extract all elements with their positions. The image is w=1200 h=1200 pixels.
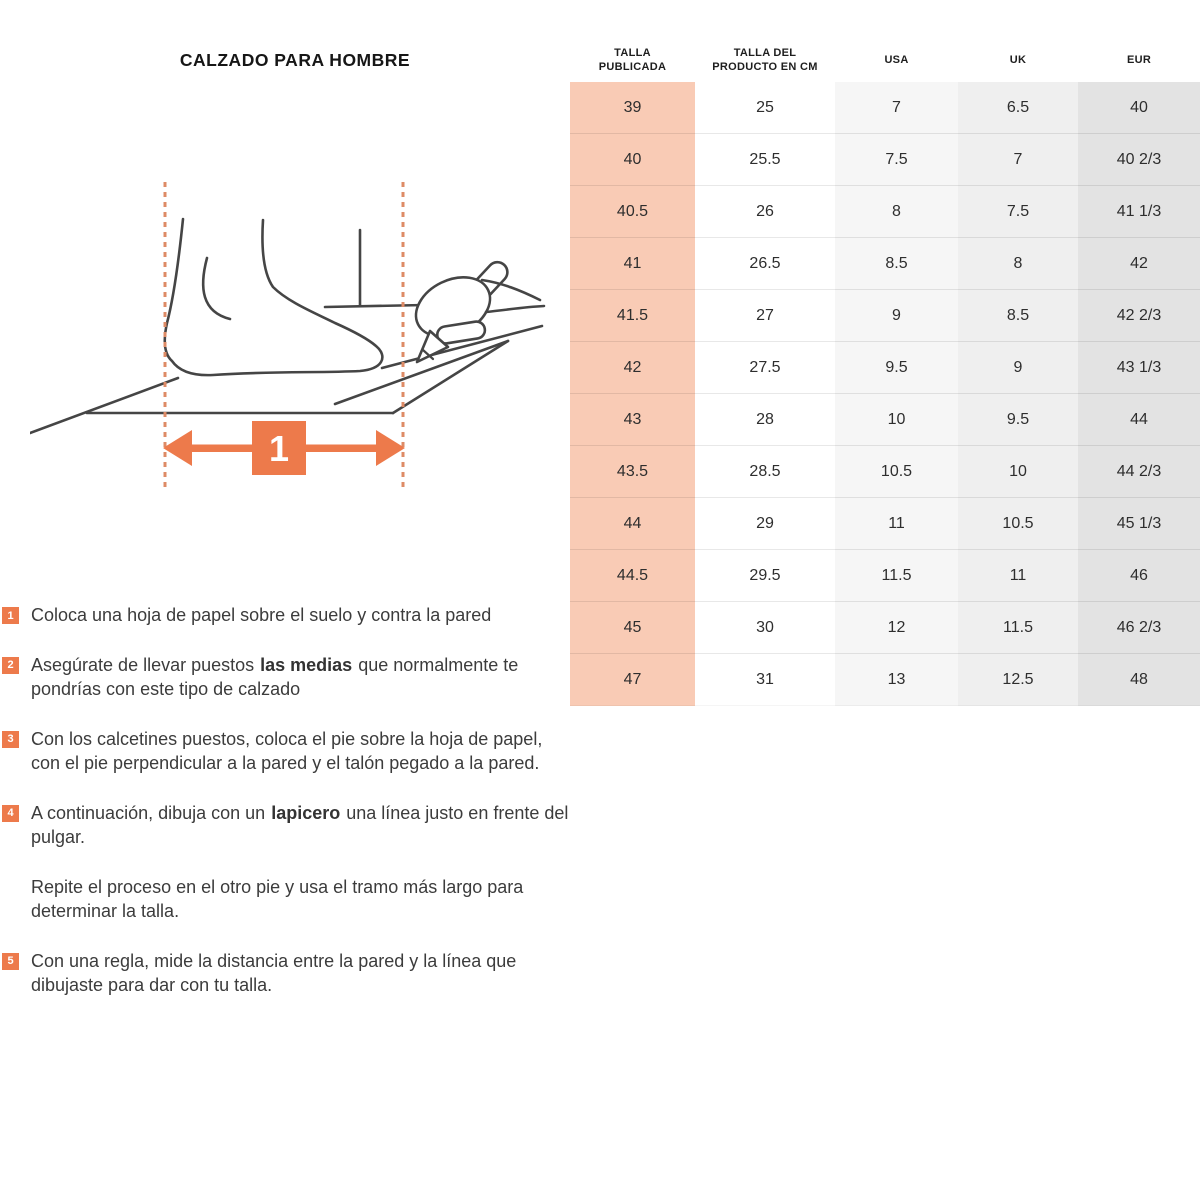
page-title: CALZADO PARA HOMBRE	[179, 50, 411, 70]
cell-usa: 12	[835, 602, 958, 654]
step-number-badge: 4	[2, 805, 19, 822]
cell-uk: 7.5	[958, 186, 1078, 238]
cell-producto-cm: 31	[695, 654, 835, 706]
table-header-row	[570, 38, 1200, 82]
arrow-left-head	[163, 430, 192, 466]
table-row	[570, 550, 1200, 602]
cell-uk: 11	[958, 550, 1078, 602]
cell-eur: 48	[1078, 654, 1200, 706]
cell-eur: 46	[1078, 550, 1200, 602]
cell-producto-cm: 28	[695, 394, 835, 446]
cell-uk: 8.5	[958, 290, 1078, 342]
cell-producto-cm: 29	[695, 498, 835, 550]
instruction-step	[2, 801, 580, 850]
cell-producto-cm: 26	[695, 186, 835, 238]
cell-usa: 8	[835, 186, 958, 238]
table-row	[570, 134, 1200, 186]
cell-producto-cm: 26.5	[695, 238, 835, 290]
foot-outline	[165, 219, 383, 375]
cell-eur: 46 2/3	[1078, 602, 1200, 654]
cell-talla-publicada: 45	[570, 602, 695, 654]
cell-producto-cm: 27.5	[695, 342, 835, 394]
cell-usa: 8.5	[835, 238, 958, 290]
cell-uk: 8	[958, 238, 1078, 290]
cell-usa: 7	[835, 82, 958, 134]
hand-with-pencil	[406, 258, 544, 362]
cell-uk: 9	[958, 342, 1078, 394]
instruction-step	[2, 653, 580, 702]
cell-usa: 9.5	[835, 342, 958, 394]
cell-talla-publicada: 39	[570, 82, 695, 134]
cell-talla-publicada: 41.5	[570, 290, 695, 342]
cell-uk: 11.5	[958, 602, 1078, 654]
table-row	[570, 342, 1200, 394]
cell-uk: 10.5	[958, 498, 1078, 550]
cell-producto-cm: 30	[695, 602, 835, 654]
table-row	[570, 654, 1200, 706]
cell-producto-cm: 25.5	[695, 134, 835, 186]
step-number-badge: 3	[2, 731, 19, 748]
step-text: Con una regla, mide la distancia entre la pared y la línea que dibujaste para dar con tu talla.	[31, 950, 517, 995]
cell-uk: 10	[958, 446, 1078, 498]
cell-uk: 12.5	[958, 654, 1078, 706]
instruction-step	[2, 727, 580, 776]
foot-measure-illustration	[30, 180, 570, 510]
col-header-uk: UK	[1009, 53, 1027, 66]
cell-talla-publicada: 40.5	[570, 186, 695, 238]
col-header-eur: EUR	[1126, 53, 1152, 66]
cell-eur: 41 1/3	[1078, 186, 1200, 238]
length-arrow	[163, 421, 405, 475]
cell-usa: 7.5	[835, 134, 958, 186]
table-row	[570, 290, 1200, 342]
cell-eur: 42	[1078, 238, 1200, 290]
cell-usa: 9	[835, 290, 958, 342]
cell-eur: 45 1/3	[1078, 498, 1200, 550]
cell-talla-publicada: 43.5	[570, 446, 695, 498]
instruction-step	[2, 603, 580, 628]
arrow-right-head	[376, 430, 405, 466]
cell-usa: 13	[835, 654, 958, 706]
instruction-step	[2, 875, 580, 924]
step-text: Repite el proceso en el otro pie y usa el tramo más largo para determinar la talla.	[31, 876, 524, 921]
instruction-step	[2, 949, 580, 998]
cell-talla-publicada: 41	[570, 238, 695, 290]
step-number-badge: 5	[2, 953, 19, 970]
arrow-label: 1	[268, 428, 290, 469]
step-text: Asegúrate de llevar puestos las medias que normalmente te pondrías con este tipo de calzado	[31, 654, 519, 699]
table-row	[570, 446, 1200, 498]
step-number-badge: 1	[2, 607, 19, 624]
cell-uk: 6.5	[958, 82, 1078, 134]
step-text: A continuación, dibuja con un lapicero una línea justo en frente del pulgar.	[31, 802, 569, 847]
col-header-talla-publicada: TALLA PUBLICADA	[598, 46, 667, 73]
cell-eur: 44	[1078, 394, 1200, 446]
table-row	[570, 186, 1200, 238]
cell-talla-publicada: 44.5	[570, 550, 695, 602]
step-text: Con los calcetines puestos, coloca el pie sobre la hoja de papel, con el pie perpendicular a la pared y el talón pegado a la pared.	[31, 728, 543, 773]
cell-producto-cm: 27	[695, 290, 835, 342]
cell-usa: 10	[835, 394, 958, 446]
table-row	[570, 82, 1200, 134]
table-body	[570, 82, 1200, 706]
cell-talla-publicada: 47	[570, 654, 695, 706]
cell-uk: 9.5	[958, 394, 1078, 446]
cell-producto-cm: 28.5	[695, 446, 835, 498]
cell-talla-publicada: 42	[570, 342, 695, 394]
cell-producto-cm: 25	[695, 82, 835, 134]
cell-talla-publicada: 44	[570, 498, 695, 550]
cell-eur: 43 1/3	[1078, 342, 1200, 394]
table-row	[570, 602, 1200, 654]
instructions-list	[2, 603, 580, 1023]
col-header-producto-cm: TALLA DEL PRODUCTO EN CM	[712, 46, 818, 73]
cell-producto-cm: 29.5	[695, 550, 835, 602]
table-row	[570, 394, 1200, 446]
cell-talla-publicada: 43	[570, 394, 695, 446]
cell-eur: 40 2/3	[1078, 134, 1200, 186]
cell-usa: 11.5	[835, 550, 958, 602]
cell-eur: 44 2/3	[1078, 446, 1200, 498]
cell-usa: 11	[835, 498, 958, 550]
cell-usa: 10.5	[835, 446, 958, 498]
cell-talla-publicada: 40	[570, 134, 695, 186]
cell-eur: 40	[1078, 82, 1200, 134]
size-table	[570, 38, 1200, 706]
table-row	[570, 238, 1200, 290]
cell-uk: 7	[958, 134, 1078, 186]
table-row	[570, 498, 1200, 550]
step-number-badge: 2	[2, 657, 19, 674]
step-text: Coloca una hoja de papel sobre el suelo y contra la pared	[31, 605, 492, 625]
cell-eur: 42 2/3	[1078, 290, 1200, 342]
col-header-usa: USA	[884, 53, 909, 66]
